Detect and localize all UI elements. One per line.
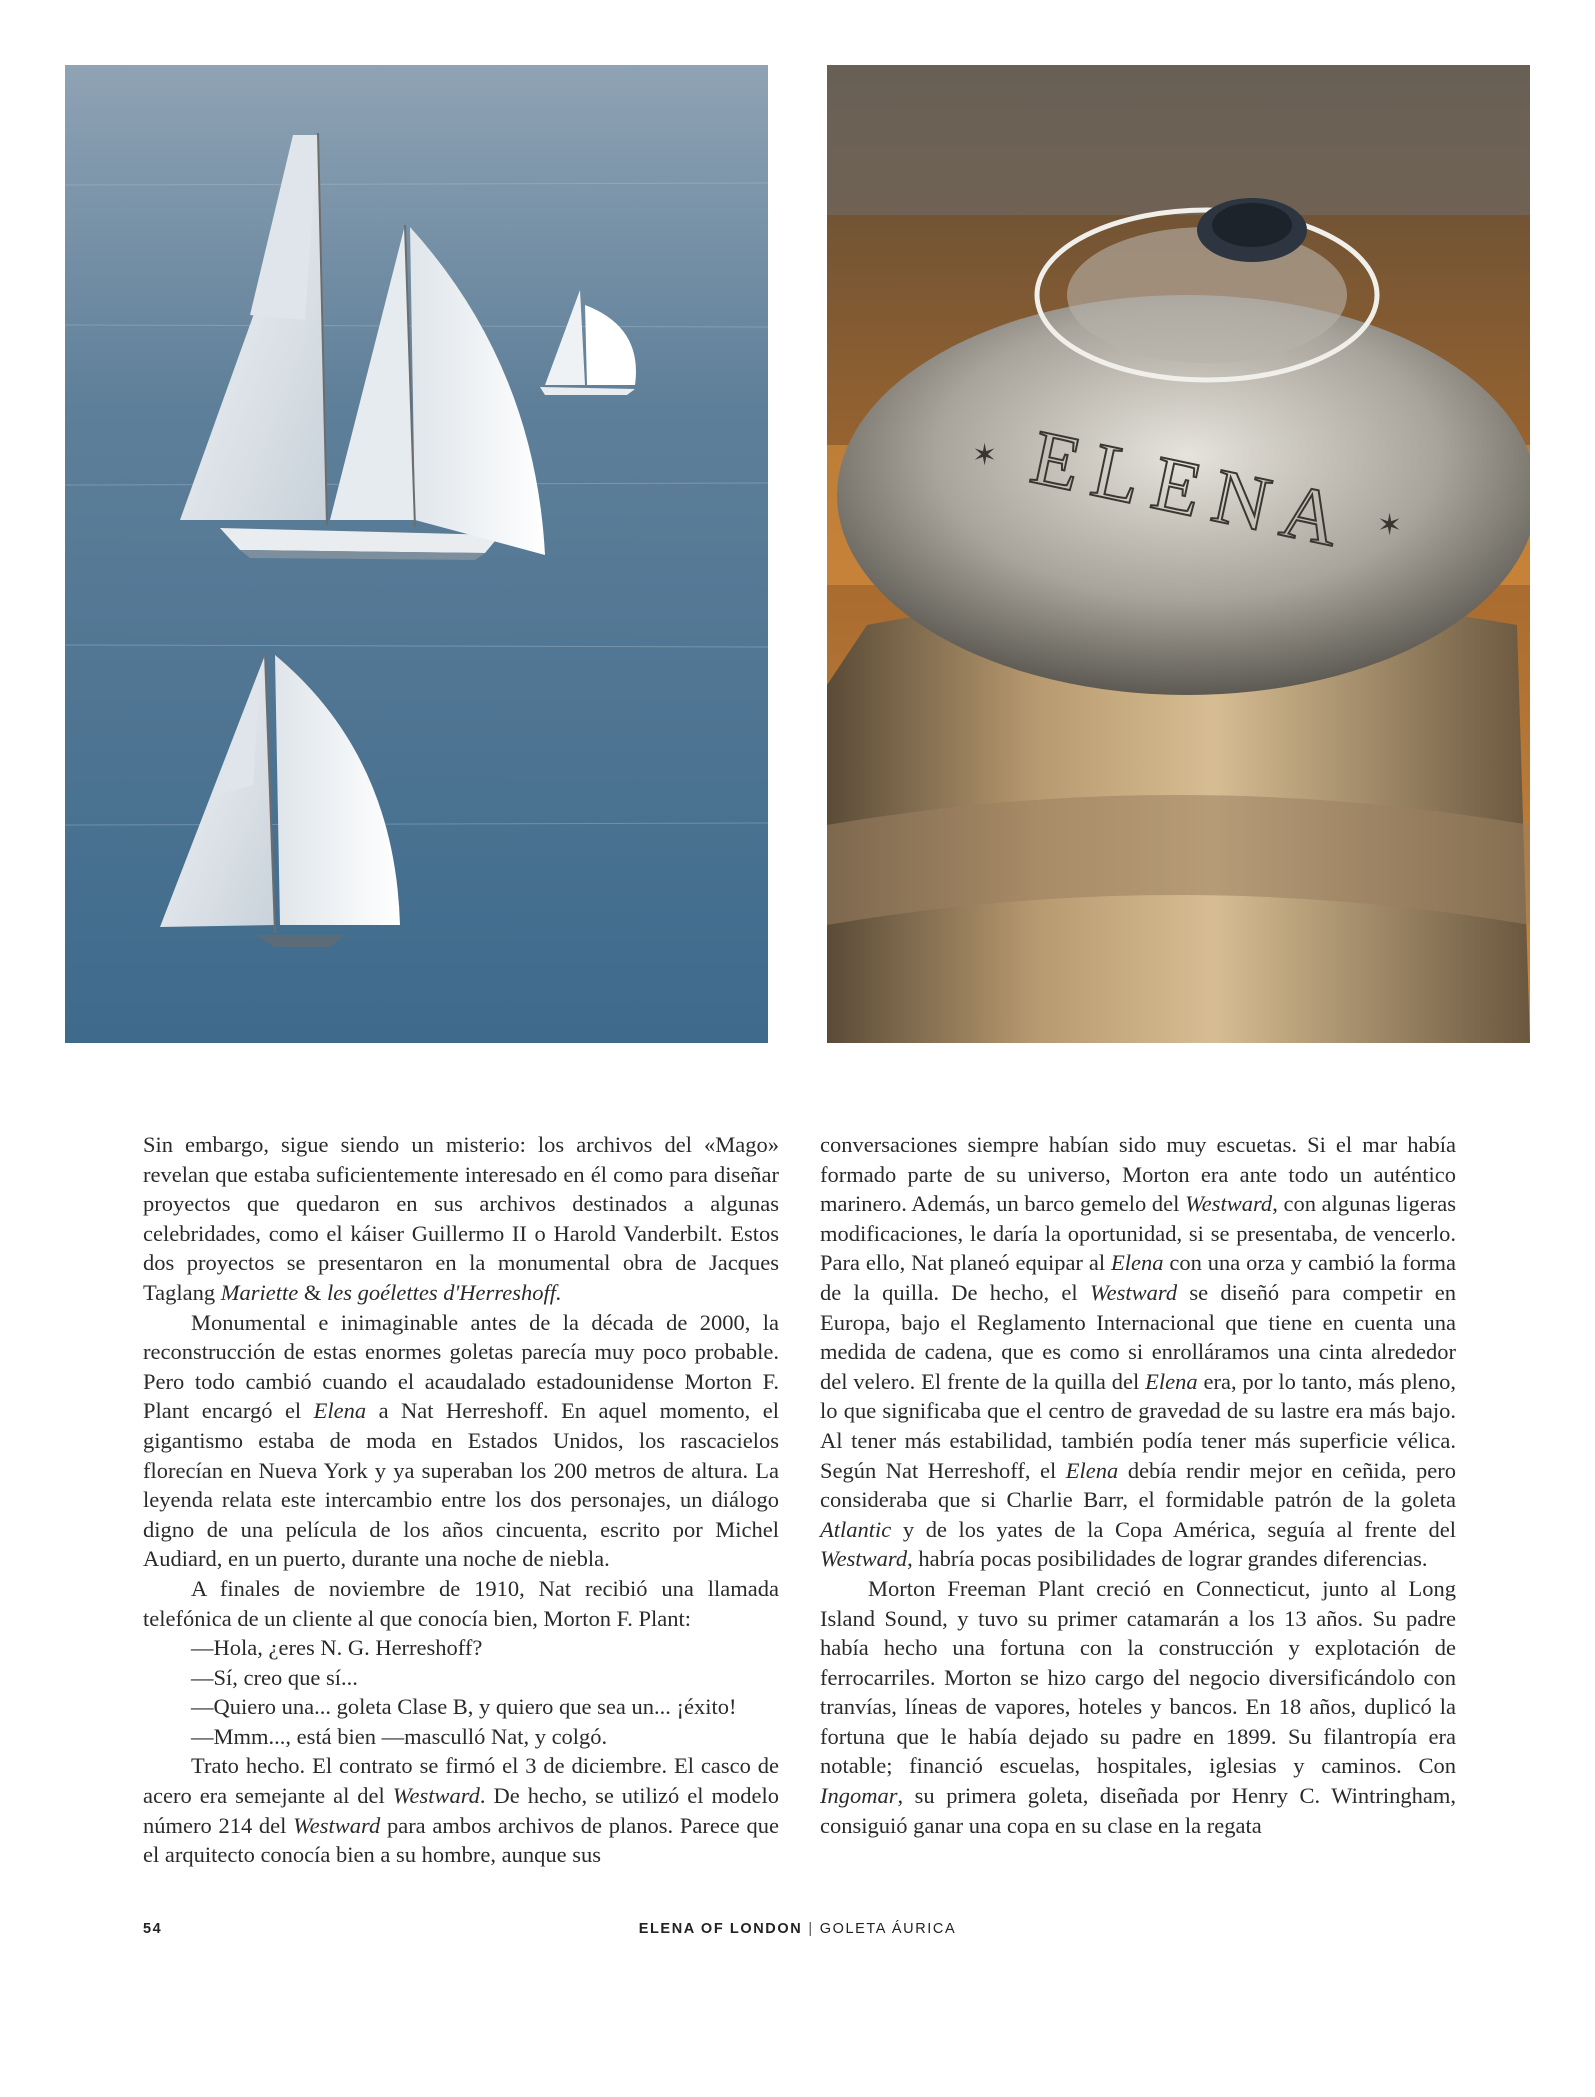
winch-image <box>827 65 1530 1043</box>
text-column-right <box>820 1130 1456 1840</box>
dialogue-line: —Sí, creo que sí... <box>191 1664 358 1690</box>
paragraph: conversaciones siempre habían sido muy escuetas. Si el mar había formado parte de su universo, Morton era ante todo un auténtico marinero. Además, un barco gemelo del Westward, con algunas ligeras modificaciones, le daría la oportunidad, si se presentaba, de vencerlo. Para ello, Nat planeó equipar al Elena con una orza y cambió la forma de la quilla. De hecho, el Westward se diseñó para competir en Europa, bajo el Reglamento Internacional que tiene en cuenta una medida de cadena, que es como si enrolláramos una cinta alrededor del velero. El frente de la quilla del Elena era, por lo tanto, más pleno, lo que significaba que el centro de gravedad de su lastre era más bajo. Al tener más estabilidad, también podía tener más superficie vélica. Según Nat Herreshoff, el Elena debía rendir mejor en ceñida, pero consideraba que si Charlie Barr, el formidable patrón de la goleta Atlantic y de los yates de la Copa América, seguía al frente del Westward, habría pocas posibilidades de lograr grandes diferencias. <box>820 1132 1456 1572</box>
publication-title: ELENA OF LONDON <box>638 1921 803 1937</box>
separator: | <box>808 1921 814 1937</box>
sailing-yachts-photo <box>65 65 768 1043</box>
text-column-left <box>143 1130 779 1870</box>
star-icon: ✶ <box>1377 509 1403 542</box>
paragraph: Trato hecho. El contrato se firmó el 3 de diciembre. El casco de acero era semejante al del Westward. De hecho, se utilizó el modelo número 214 del Westward para ambos archivos de planos. Parece que el arquitecto conocía bien a su hombre, aunque sus <box>143 1753 779 1868</box>
sea-image <box>65 65 768 1043</box>
paragraph: Sin embargo, sigue siendo un misterio: los archivos del «Mago» revelan que estaba suficientemente interesado en él como para diseñar proyectos que quedaron en sus archivos destinados a algunas celebridades, como el káiser Guillermo II o Harold Vanderbilt. Estos dos proyectos se presentaron en la monumental obra de Jacques Taglang Mariette & les goélettes d'Herreshoff. <box>143 1132 779 1305</box>
engraving-text: ELENA <box>1024 412 1361 566</box>
running-head <box>0 1921 1595 1937</box>
winch-photo <box>827 65 1530 1043</box>
page-number: 54 <box>143 1921 163 1937</box>
star-icon: ✶ <box>972 439 998 472</box>
paragraph: Monumental e inimaginable antes de la década de 2000, la reconstrucción de estas enormes goletas parecía muy poco probable. Pero todo cambió cuando el acaudalado estadounidense Morton F. Plant encargó el Elena a Nat Herreshoff. En aquel momento, el gigantismo estaba de moda en Estados Unidos, los rascacielos florecían en Nueva York y ya superaban los 200 metros de altura. La leyenda relata este intercambio entre los dos personajes, un diálogo digno de una película de los años cincuenta, escrito por Michel Audiard, en un puerto, durante una noche de niebla. <box>143 1309 779 1572</box>
page-footer <box>0 1921 1595 1945</box>
paragraph: A finales de noviembre de 1910, Nat recibió una llamada telefónica de un cliente al que conocía bien, Morton F. Plant: <box>143 1575 779 1631</box>
dialogue-line: —Hola, ¿eres N. G. Herreshoff? <box>191 1635 483 1661</box>
dialogue-line: —Mmm..., está bien —masculló Nat, y colgó. <box>191 1723 608 1749</box>
dialogue-line: —Quiero una... goleta Clase B, y quiero que sea un... ¡éxito! <box>191 1694 737 1720</box>
section-title: GOLETA ÁURICA <box>819 1921 957 1937</box>
paragraph: Morton Freeman Plant creció en Connecticut, junto al Long Island Sound, y tuvo su primer catamarán a los 13 años. Su padre había hecho una fortuna con la construcción y explotación de ferrocarriles. Morton se hizo cargo del negocio diversificándolo con tranvías, líneas de vapores, hoteles y bancos. En 18 años, duplicó la fortuna que le había dejado su padre en 1899. Su filantropía era notable; financió escuelas, hospitales, iglesias y caminos. Con Ingomar, su primera goleta, diseñada por Henry C. Wintringham, consiguió ganar una copa en su clase en la regata <box>820 1575 1456 1838</box>
